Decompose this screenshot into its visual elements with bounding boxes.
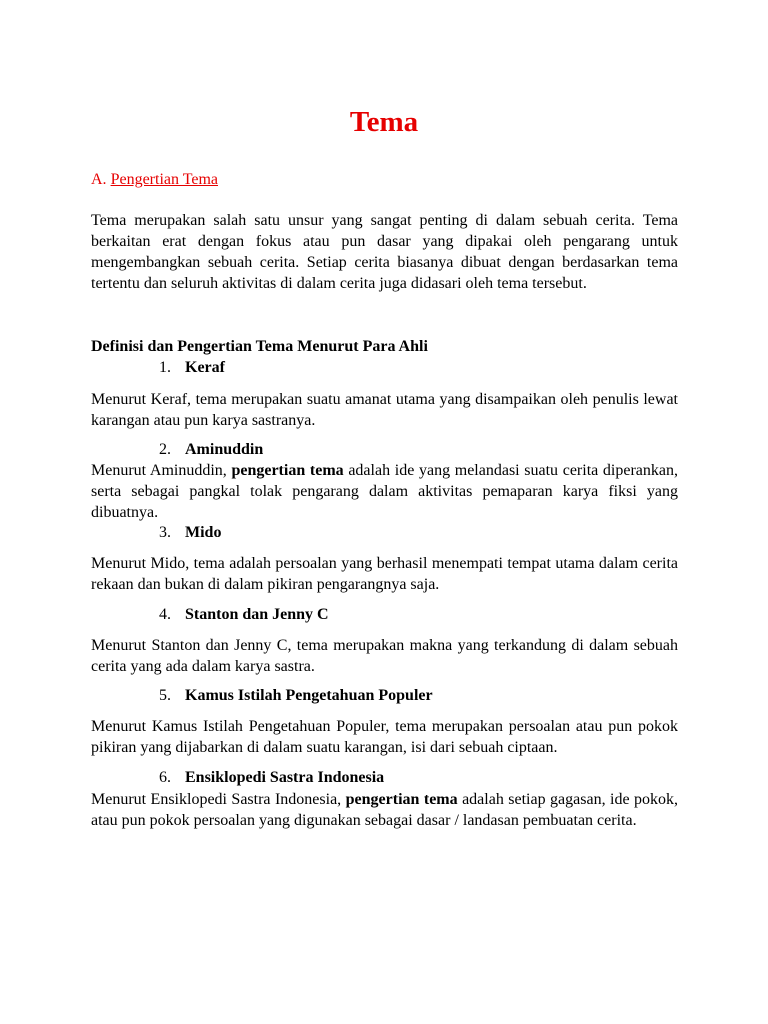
item-name: Stanton dan Jenny C <box>185 606 329 623</box>
item-number: 6. <box>159 769 171 786</box>
section-heading-text: Pengertian Tema <box>110 171 218 188</box>
item-name: Kamus Istilah Pengetahuan Populer <box>185 687 433 704</box>
item-number: 4. <box>159 606 171 623</box>
item-name: Mido <box>185 524 222 541</box>
bold-term: pengertian tema <box>231 462 344 479</box>
section-letter: A. <box>91 171 107 188</box>
item-number: 2. <box>159 441 171 458</box>
item-heading-1 <box>159 357 225 378</box>
item-text-before: Menurut Aminuddin, <box>91 462 232 479</box>
item-text-4: Menurut Stanton dan Jenny C, tema merupakan makna yang terkandung di dalam sebuah cerita yang ada dalam karya sastra. <box>91 637 678 675</box>
item-heading-2 <box>159 439 263 460</box>
item-heading-5 <box>159 685 433 706</box>
item-text-5: Menurut Kamus Istilah Pengetahuan Populer, tema merupakan persoalan atau pun pokok pikiran yang dijabarkan di dalam suatu karangan, isi dari sebuah ciptaan. <box>91 718 678 756</box>
item-number: 3. <box>159 524 171 541</box>
item-heading-3 <box>159 522 221 543</box>
section-heading <box>91 170 218 190</box>
item-text-6 <box>91 789 678 831</box>
item-text-2 <box>91 460 678 523</box>
item-text-3: Menurut Mido, tema adalah persoalan yang berhasil menempati tempat utama dalam cerita rekaan dan bukan di dalam pikiran pengarangnya saja. <box>91 555 678 593</box>
document-title: Tema <box>349 106 419 138</box>
item-name: Aminuddin <box>185 441 264 458</box>
item-name: Ensiklopedi Sastra Indonesia <box>185 769 385 786</box>
item-name: Keraf <box>185 359 225 376</box>
item-number: 5. <box>159 687 171 704</box>
item-number: 1. <box>159 359 171 376</box>
item-text-after: adalah setiap gagasan, ide pokok, atau pun pokok persoalan yang digunakan sebagai dasar / landasan pembuatan cerita. <box>91 791 679 829</box>
item-heading-6 <box>159 767 384 788</box>
item-text-before: Menurut Ensiklopedi Sastra Indonesia, <box>91 791 346 808</box>
definitions-title: Definisi dan Pengertian Tema Menurut Para Ahli <box>91 338 428 355</box>
bold-term: pengertian tema <box>345 791 458 808</box>
item-heading-4 <box>159 604 329 625</box>
item-text-1: Menurut Keraf, tema merupakan suatu amanat utama yang disampaikan oleh penulis lewat karangan atau pun karya sastranya. <box>91 391 678 429</box>
intro-paragraph: Tema merupakan salah satu unsur yang sangat penting di dalam sebuah cerita. Tema berkaitan erat dengan fokus atau pun dasar yang dipakai oleh pengarang untuk mengembangkan sebuah cerita. Setiap cerita biasanya dibuat dengan berdasarkan tema tertentu dan seluruh aktivitas di dalam cerita juga didasari oleh tema tersebut. <box>91 212 678 292</box>
item-text-after: adalah ide yang melandasi suatu cerita diperankan, serta sebagai pangkal tolak pengarang dalam aktivitas pemaparan karya fiksi yang dibuatnya. <box>91 462 678 521</box>
